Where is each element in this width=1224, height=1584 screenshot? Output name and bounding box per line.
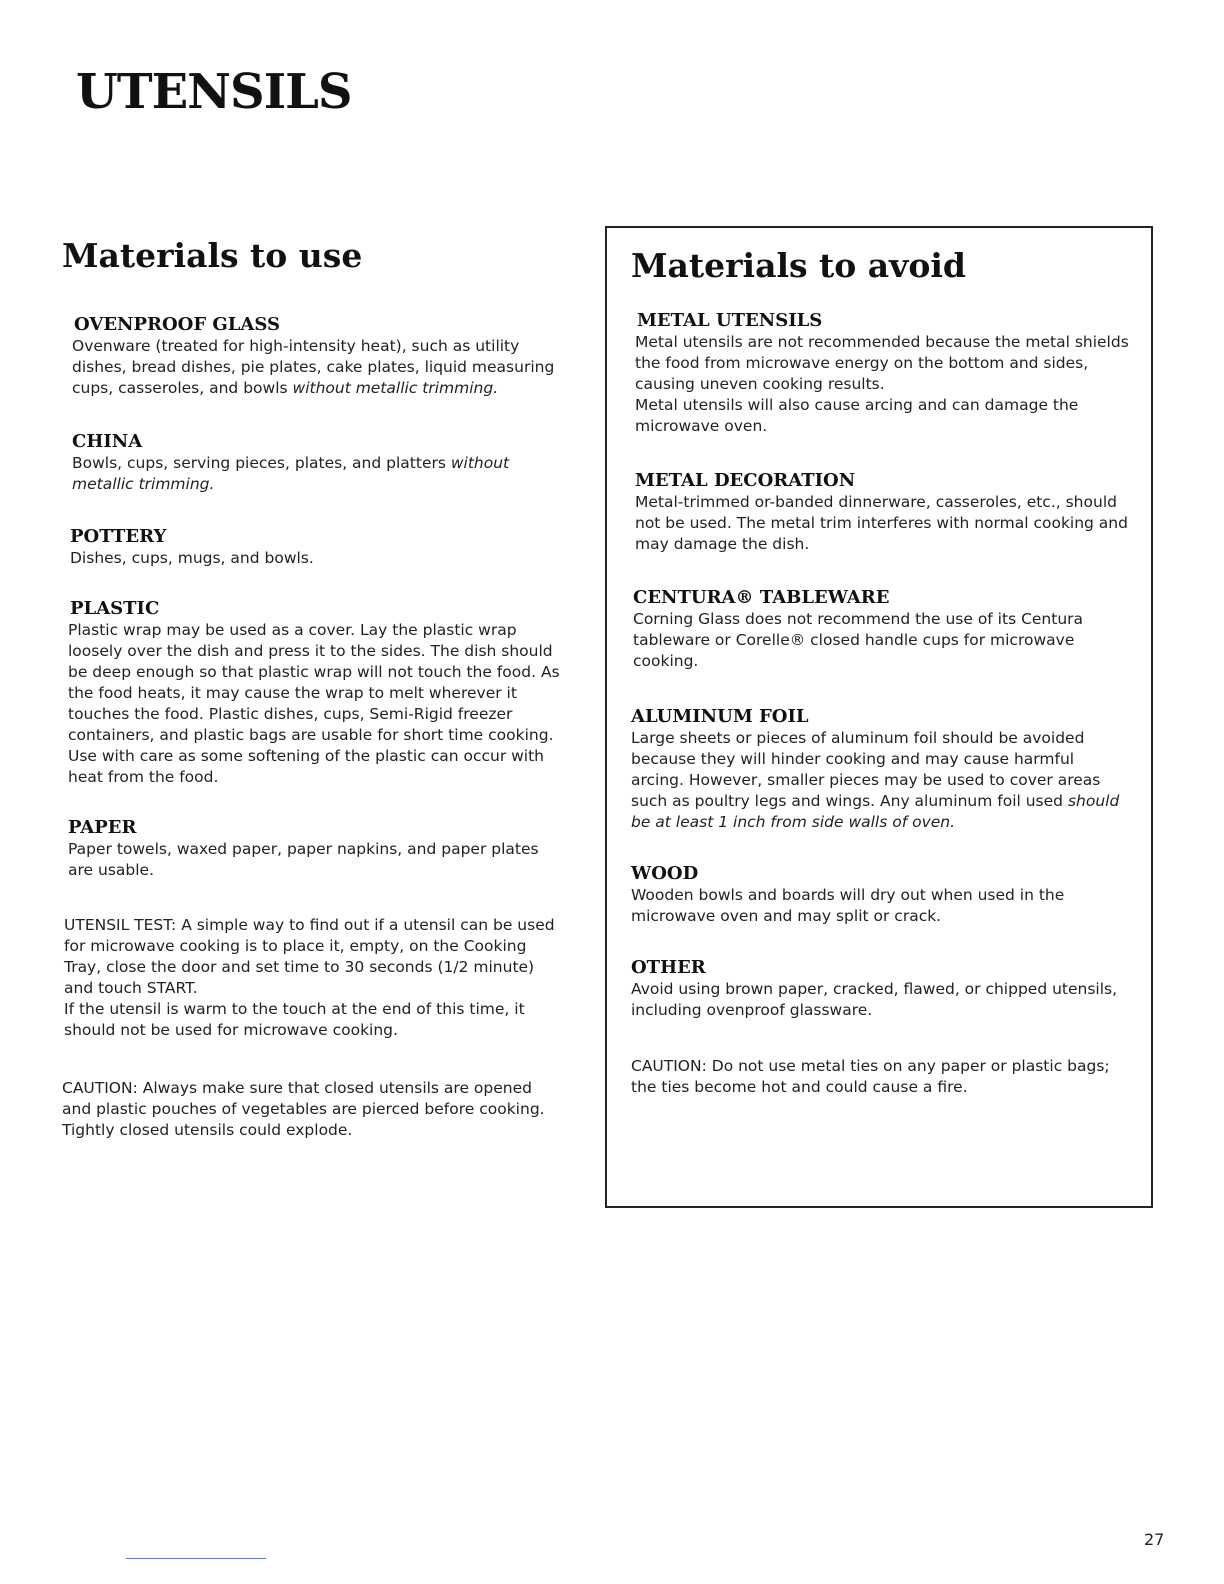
avoid-item-body: Corning Glass does not recommend the use of its Centura tableware or Corelle® closed handle cups for microwave cooking.	[633, 610, 1084, 670]
use-item-title: POTTERY	[70, 526, 167, 547]
materials-to-use-section	[62, 236, 562, 1141]
use-item-body: Paper towels, waxed paper, paper napkins, and paper plates are usable.	[68, 840, 539, 879]
avoid-item-body: Metal utensils are not recommended because the metal shields the food from microwave energy on the bottom and sides, causing uneven cooking results.	[635, 333, 1129, 393]
use-item-body: Bowls, cups, serving pieces, plates, and platters without metallic trimming.	[72, 454, 510, 493]
footer-divider	[126, 1558, 266, 1559]
utensil-test-note: UTENSIL TEST: A simple way to find out if a utensil can be used for microwave cooking is to place it, empty, on the Cooking Tray, close the door and set time to 30 seconds (1/2 minute) and touch START.	[64, 916, 555, 997]
avoid-item-title: METAL UTENSILS	[637, 310, 823, 331]
avoid-item-title: CENTURA® TABLEWARE	[633, 587, 890, 608]
avoid-item-title: OTHER	[631, 957, 706, 978]
use-item-plastic	[62, 598, 562, 788]
avoid-item-title: ALUMINUM FOIL	[631, 706, 809, 727]
use-item-title: PLASTIC	[70, 598, 160, 619]
use-item-body: Dishes, cups, mugs, and bowls.	[70, 549, 314, 567]
materials-to-avoid-box	[605, 226, 1153, 1208]
use-item-china	[62, 431, 562, 495]
use-item-title: PAPER	[68, 817, 137, 838]
avoid-item-title: WOOD	[631, 863, 699, 884]
caution-note-use: CAUTION: Always make sure that closed utensils are opened and plastic pouches of vegetables are pierced before cooking. Tightly closed utensils could explode.	[62, 1079, 545, 1139]
avoid-item-aluminum-foil	[631, 706, 1131, 833]
use-item-title: OVENPROOF GLASS	[74, 314, 280, 335]
page-title: UTENSILS	[76, 64, 352, 120]
use-item-pottery	[62, 526, 562, 569]
avoid-item-wood	[631, 863, 1131, 927]
materials-to-avoid-heading: Materials to avoid	[631, 246, 966, 285]
materials-to-avoid-section	[631, 246, 1131, 1098]
avoid-item-body: Avoid using brown paper, cracked, flawed, or chipped utensils, including ovenproof glassware.	[631, 980, 1118, 1019]
avoid-item-other	[631, 957, 1131, 1021]
avoid-item-metal-utensils	[631, 310, 1131, 437]
use-item-title: CHINA	[72, 431, 143, 452]
use-item-paper	[62, 817, 562, 881]
avoid-item-body-2: Metal utensils will also cause arcing and can damage the microwave oven.	[635, 396, 1079, 435]
use-item-ovenproof-glass	[62, 314, 562, 399]
use-item-body: Plastic wrap may be used as a cover. Lay the plastic wrap loosely over the dish and press it to the sides. The dish should be deep enough so that plastic wrap will not touch the food. As the food heats, it may cause the wrap to melt wherever it touches the food. Plastic dishes, cups, Semi-Rigid freezer containers, and plastic bags are usable for short time cooking. Use with care as some softening of the plastic can occur with heat from the food.	[68, 621, 560, 786]
avoid-item-metal-decoration	[631, 470, 1131, 555]
use-item-body: Ovenware (treated for high-intensity heat), such as utility dishes, bread dishes, pie plates, cake plates, liquid measuring cups, casseroles, and bowls without metallic trimming.	[72, 337, 555, 397]
avoid-item-title: METAL DECORATION	[635, 470, 856, 491]
utensil-test-note-2: If the utensil is warm to the touch at the end of this time, it should not be used for microwave cooking.	[64, 1000, 525, 1039]
avoid-item-body: Metal-trimmed or-banded dinnerware, casseroles, etc., should not be used. The metal trim interferes with normal cooking and may damage the dish.	[635, 493, 1128, 553]
materials-to-use-heading: Materials to use	[62, 236, 363, 275]
caution-note-avoid: CAUTION: Do not use metal ties on any paper or plastic bags; the ties become hot and could cause a fire.	[631, 1057, 1110, 1096]
page-number: 27	[1144, 1530, 1165, 1549]
avoid-item-body: Large sheets or pieces of aluminum foil should be avoided because they will hinder cooking and may cause harmful arcing. However, smaller pieces may be used to cover areas such as poultry legs and wings. Any aluminum foil used should be at least 1 inch from side walls of oven.	[631, 729, 1120, 831]
avoid-item-centura-tableware	[631, 587, 1131, 672]
avoid-item-body: Wooden bowls and boards will dry out when used in the microwave oven and may split or crack.	[631, 886, 1065, 925]
